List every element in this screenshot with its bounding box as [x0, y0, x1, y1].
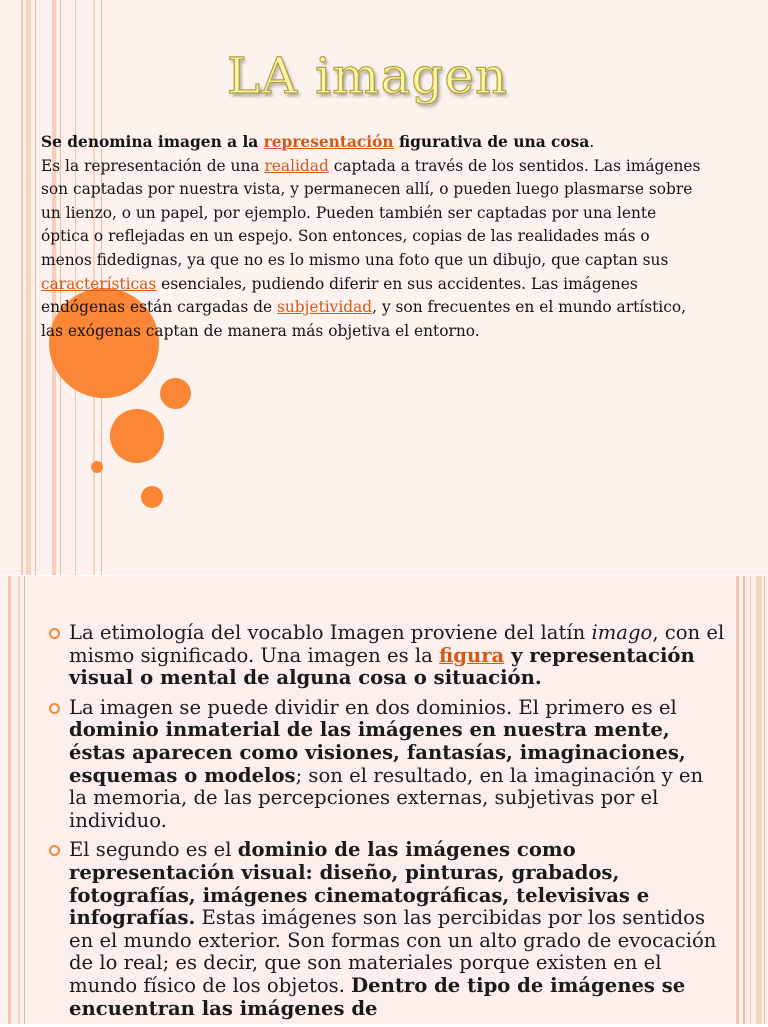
list-item	[47, 839, 727, 1020]
bullet-ring-icon	[49, 628, 60, 639]
bullet-ring-icon	[49, 703, 60, 714]
decorative-circle	[141, 486, 163, 508]
bullet-bold-text: dominio inmaterial de las imágenes en nuestra mente, éstas aparecen como visiones, fantasías, imaginaciones, esquemas o modelos	[69, 718, 686, 787]
decorative-stripe	[750, 576, 751, 1024]
link-caracteristicas[interactable]: características	[41, 274, 157, 293]
bullet-text: El segundo es el	[69, 838, 238, 862]
decorative-stripe	[736, 576, 739, 1024]
body-text: , y son frecuentes en el mundo artístico, las exógenas captan de manera más objetiva el entorno.	[41, 298, 686, 340]
decorative-circle	[91, 461, 103, 473]
slide-title: LA imagen	[226, 47, 509, 105]
bullet-bold-text: dominio de las imágenes como representación visual: diseño, pinturas, grabados, fotografías, imágenes cinematográficas, televisivas e infografías.	[69, 838, 650, 930]
bullet-list	[47, 622, 727, 1027]
list-item	[47, 622, 727, 690]
link-realidad[interactable]: realidad	[264, 156, 329, 175]
link-figura[interactable]: figura	[439, 643, 505, 667]
bullet-ring-icon	[49, 845, 60, 856]
bullet-text: Estas imágenes son las percibidas por los sentidos en el mundo exterior. Son formas con un alto grado de evocación de lo real; es decir, que son materiales porque existen en el mundo físico de los objetos.	[69, 906, 717, 997]
decorative-stripe	[743, 576, 745, 1024]
body-text: captada a través de los sentidos. Las imágenes son captadas por nuestra vista, y permanecen allí, o pueden luego plasmarse sobre un lienzo, o un papel, por ejemplo. Pueden también ser captadas por una lente óptica o reflejadas en un espejo. Son entonces, copias de las realidades más o menos fidedignas, ya que no es lo mismo una foto que un dibujo, que captan sus	[41, 156, 701, 269]
bullet-text: ; son el resultado, en la imaginación y en la memoria, de las percepciones externas, subjetivas por el individuo.	[69, 763, 704, 832]
decorative-circle	[160, 378, 191, 409]
bullet-text: , con el mismo significado. Una imagen es la	[69, 621, 725, 667]
link-representacion[interactable]: representación	[263, 133, 394, 151]
intro-paragraph	[41, 131, 701, 343]
definition-text: Se denomina imagen a la	[41, 133, 264, 151]
definition-text-end: figurativa de una cosa	[393, 133, 590, 151]
decorative-stripe	[24, 576, 25, 1024]
link-subjetividad[interactable]: subjetividad	[277, 298, 373, 317]
bullet-bold-text: Dentro de tipo de imágenes se encuentran las imágenes de	[69, 973, 686, 1020]
body-text: Es la representación de una	[41, 156, 265, 175]
decorative-circle	[110, 409, 164, 463]
body-text: esenciales, pudiendo diferir en sus accidentes. Las imágenes endógenas están cargadas de	[41, 274, 638, 317]
decorative-stripe	[8, 576, 11, 1024]
bullet-bold-text: y representación visual o mental de alguna cosa o situación.	[69, 643, 695, 690]
decorative-stripe	[18, 576, 20, 1024]
latin-term: imago	[591, 621, 653, 644]
list-item	[47, 697, 727, 833]
bullet-text: La etimología del vocablo Imagen proviene del latín	[69, 621, 592, 644]
bullet-text: La imagen se puede dividir en dos dominios. El primero es el	[69, 695, 677, 719]
decorative-stripe	[764, 576, 765, 1024]
decorative-stripe	[756, 576, 762, 1024]
period: .	[589, 133, 595, 151]
